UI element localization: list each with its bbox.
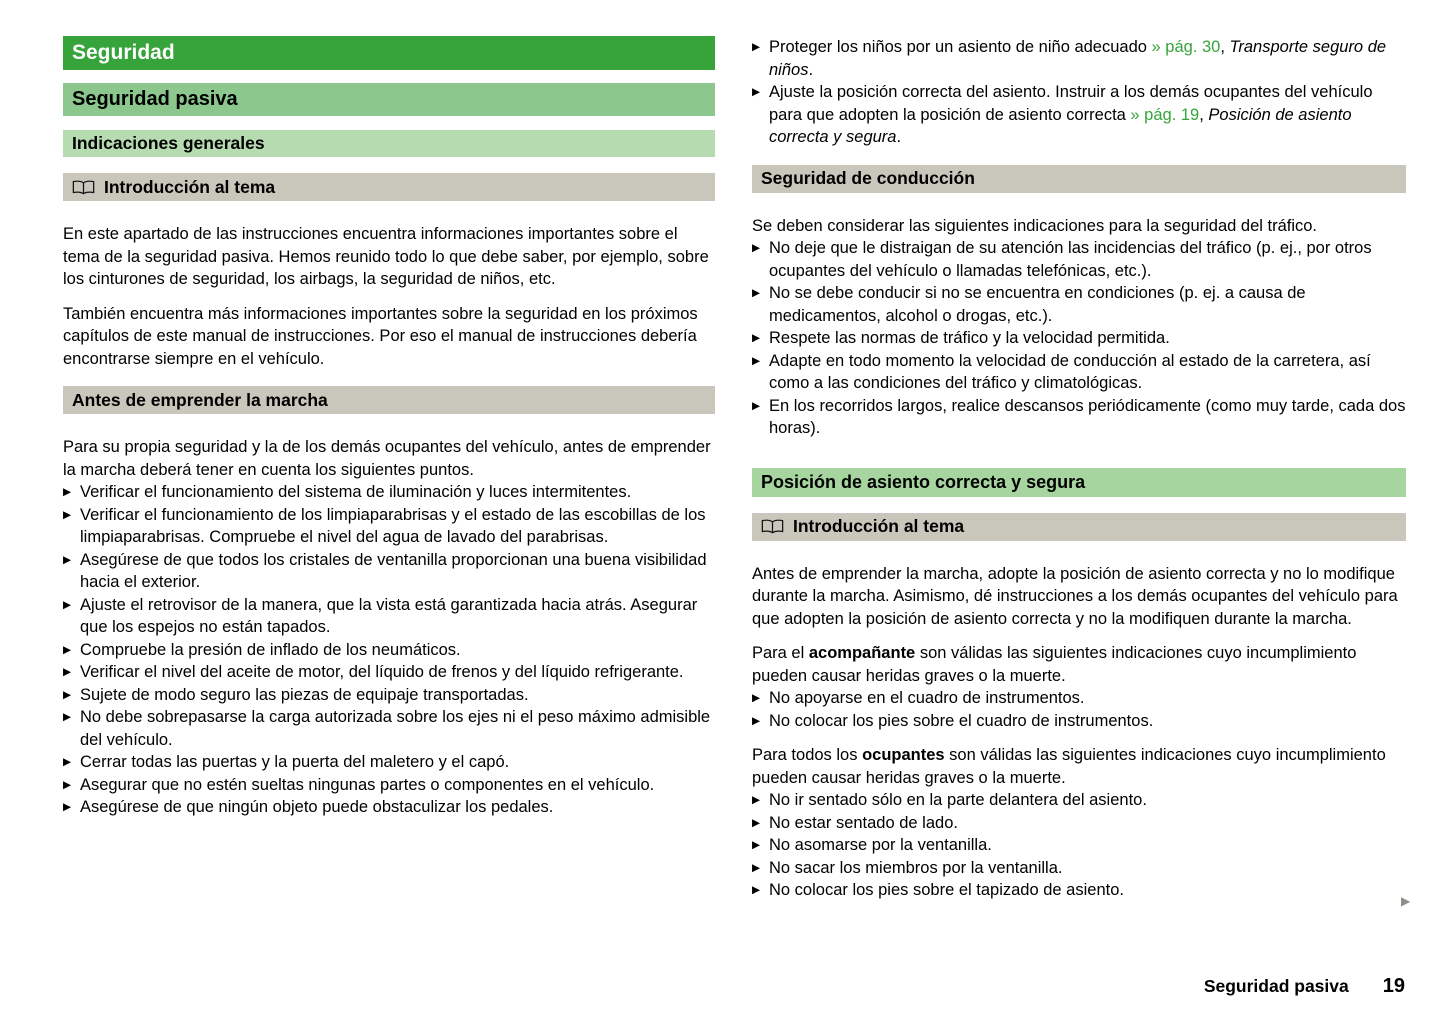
footer-section-title: Seguridad pasiva xyxy=(1203,975,1349,996)
list-item xyxy=(752,812,1406,835)
triangle-bullet-icon: ▶ xyxy=(752,794,761,806)
list-item-text: No deje que le distraigan de su atención las incidencias del tráfico (p. ej., por otros ocupantes del vehículo o llamadas telefónicas, etc.). xyxy=(769,239,1372,280)
list-item-text: Asegurar que no estén sueltas ningunas partes o componentes en el vehículo. xyxy=(80,775,655,794)
triangle-bullet-icon: ▶ xyxy=(752,242,761,254)
list-item-text: Compruebe la presión de inflado de los neumáticos. xyxy=(80,640,461,659)
paragraph: Para su propia seguridad y la de los demás ocupantes del vehículo, antes de emprender la marcha deberá tener en cuenta los siguientes puntos. xyxy=(63,438,711,479)
triangle-bullet-icon: ▶ xyxy=(63,688,72,701)
list-item-text: Verificar el nivel del aceite de motor, del líquido de frenos y del líquido refrigerante. xyxy=(80,663,684,681)
paragraph xyxy=(752,744,1406,789)
list-item xyxy=(63,796,715,819)
text-run: Ajuste la posición correcta del asiento. Instruir a los demás ocupantes del vehículo para que adopten la posición de asiento correcta xyxy=(769,83,1373,124)
list-item-text: Asegúrese de que todos los cristales de ventanilla proporcionan una buena visibilidad hacia el exterior. xyxy=(80,550,707,591)
triangle-bullet-icon: ▶ xyxy=(752,86,761,98)
list-item xyxy=(752,36,1406,81)
triangle-bullet-icon: ▶ xyxy=(63,711,72,723)
list-item xyxy=(752,857,1406,880)
bullet-list xyxy=(752,36,1406,149)
topic-heading-label: Introducción al tema xyxy=(793,516,965,537)
list-item-text: Ajuste el retrovisor de la manera, que la vista está garantizada hacia atrás. Asegurar que los espejos no están tapados. xyxy=(80,595,698,636)
list-item xyxy=(752,237,1406,282)
paragraph: También encuentra más informaciones importantes sobre la seguridad en los próximos capítulos de este manual de instrucciones. Por eso el manual de instrucciones debería encontrarse siempre en el vehículo. xyxy=(63,304,698,368)
triangle-bullet-icon: ▶ xyxy=(63,486,72,498)
bullet-list xyxy=(752,687,1406,732)
topic-heading-conduccion xyxy=(752,165,1406,193)
section-heading-label: Seguridad pasiva xyxy=(72,88,238,111)
topic-heading-label: Seguridad de conducción xyxy=(761,168,975,189)
triangle-bullet-icon: ▶ xyxy=(752,714,761,727)
list-item-text: No asomarse por la ventanilla. xyxy=(769,836,992,854)
list-item xyxy=(63,504,715,549)
list-item xyxy=(63,751,715,774)
triangle-bullet-icon: ▶ xyxy=(752,884,761,896)
list-item xyxy=(752,834,1406,857)
triangle-bullet-icon: ▶ xyxy=(63,598,72,611)
open-book-icon xyxy=(72,180,95,195)
page-footer xyxy=(1204,975,1405,998)
list-item-text: Respete las normas de tráfico y la velocidad permitida. xyxy=(769,329,1170,347)
list-item-text xyxy=(769,38,1386,79)
triangle-bullet-icon: ▶ xyxy=(752,287,761,299)
triangle-bullet-icon: ▶ xyxy=(752,399,761,412)
list-item-text: Verificar el funcionamiento del sistema de iluminación y luces intermitentes. xyxy=(80,483,632,501)
list-item-text: Adapte en todo momento la velocidad de conducción al estado de la carretera, así como a las condiciones del tráfico y climatológicas. xyxy=(769,351,1371,392)
left-column xyxy=(63,36,715,831)
list-item-text: No sacar los miembros por la ventanilla. xyxy=(769,858,1063,877)
paragraph: Antes de emprender la marcha, adopte la posición de asiento correcta y no lo modifique durante la marcha. Asimismo, dé instrucciones a los demás ocupantes del vehículo para que adopten la posición de asiento correcta y no la modifiquen durante la marcha. xyxy=(752,564,1398,628)
list-item-text: Verificar el funcionamiento de los limpiaparabrisas y el estado de las escobillas de los limpiaparabrisas. Compruebe el nivel del agua de lavado del parabrisas. xyxy=(80,505,706,546)
italic-reference: Posición de asiento correcta y segura xyxy=(769,105,1352,146)
list-item xyxy=(752,710,1406,733)
text-run: son válidas las siguientes indicaciones cuyo incumplimiento pueden causar heridas graves o la muerte. xyxy=(752,644,1357,685)
subsection-heading-label: Indicaciones generales xyxy=(72,133,265,154)
list-item-text: Sujete de modo seguro las piezas de equipaje transportadas. xyxy=(80,685,529,704)
list-item-text: No debe sobrepasarse la carga autorizada sobre los ejes ni el peso máximo admisible del vehículo. xyxy=(80,708,711,749)
list-item-text: No apoyarse en el cuadro de instrumentos. xyxy=(769,689,1085,707)
list-item xyxy=(63,594,715,639)
triangle-bullet-icon: ▶ xyxy=(752,354,761,367)
paragraph: En este apartado de las instrucciones encuentra informaciones importantes sobre el tema de la seguridad pasiva. Hemos reunido todo lo que debe saber, por ejemplo, sobre los cinturones de seguridad, los airbags, la seguridad de niños, etc. xyxy=(63,225,709,288)
triangle-bullet-icon: ▶ xyxy=(63,756,72,768)
bold-term: acompañante xyxy=(808,644,916,662)
list-item xyxy=(752,395,1406,440)
continuation-arrow-icon: ▶ xyxy=(1401,894,1411,908)
chapter-heading-label: Seguridad xyxy=(72,40,175,64)
list-item xyxy=(752,687,1406,710)
list-item xyxy=(752,350,1406,395)
subsection-heading-label: Posición de asiento correcta y segura xyxy=(761,471,1086,492)
topic-heading-introduccion xyxy=(63,173,715,201)
chapter-heading xyxy=(63,36,715,70)
bullet-list xyxy=(752,789,1406,902)
page-number: 19 xyxy=(1382,974,1405,997)
list-item xyxy=(63,549,715,594)
bullet-list xyxy=(63,481,715,819)
list-item xyxy=(63,706,715,751)
text-run: . xyxy=(896,128,902,146)
text-run: Para todos los xyxy=(752,746,863,764)
list-item-text: No se debe conducir si no se encuentra en condiciones (p. ej. a causa de medicamentos, alcohol o drogas, etc.). xyxy=(769,284,1306,325)
paragraph: Se deben considerar las siguientes indicaciones para la seguridad del tráfico. xyxy=(752,216,1318,235)
list-item-text: Asegúrese de que ningún objeto puede obstaculizar los pedales. xyxy=(80,798,554,816)
triangle-bullet-icon: ▶ xyxy=(752,41,761,53)
list-item-text: En los recorridos largos, realice descansos periódicamente (como muy tarde, cada dos horas). xyxy=(769,396,1406,437)
bold-term: ocupantes xyxy=(862,746,945,764)
triangle-bullet-icon: ▶ xyxy=(63,643,72,656)
text-run: , xyxy=(1220,38,1230,56)
text-run: . xyxy=(808,60,814,79)
triangle-bullet-icon: ▶ xyxy=(752,839,761,851)
page-link[interactable]: » pág. 19 xyxy=(1130,105,1200,124)
list-item xyxy=(63,774,715,797)
page-link[interactable]: » pág. 30 xyxy=(1151,38,1221,56)
triangle-bullet-icon: ▶ xyxy=(63,508,72,521)
italic-reference: Transporte seguro de niños xyxy=(769,38,1387,79)
section-heading xyxy=(63,83,715,116)
open-book-icon xyxy=(761,519,784,534)
triangle-bullet-icon: ▶ xyxy=(752,692,761,704)
triangle-bullet-icon: ▶ xyxy=(752,816,761,829)
topic-heading-label: Antes de emprender la marcha xyxy=(72,389,328,410)
topic-heading-antes xyxy=(63,386,715,414)
list-item xyxy=(63,481,715,504)
list-item xyxy=(63,639,715,662)
list-item-text: No ir sentado sólo en la parte delantera del asiento. xyxy=(769,791,1147,809)
list-item-text: No estar sentado de lado. xyxy=(769,813,958,832)
list-item xyxy=(752,81,1406,149)
right-column xyxy=(752,36,1406,914)
triangle-bullet-icon: ▶ xyxy=(63,553,72,566)
list-item-text xyxy=(769,83,1373,146)
topic-heading-label: Introducción al tema xyxy=(104,176,276,197)
text-run: , xyxy=(1199,105,1209,124)
paragraph xyxy=(752,642,1406,687)
triangle-bullet-icon: ▶ xyxy=(63,778,72,791)
subsection-heading xyxy=(63,130,715,157)
triangle-bullet-icon: ▶ xyxy=(752,861,761,874)
list-item-text: Cerrar todas las puertas y la puerta del maletero y el capó. xyxy=(80,753,510,771)
subsection-heading-posicion xyxy=(752,468,1406,497)
list-item xyxy=(752,327,1406,350)
list-item xyxy=(752,879,1406,902)
triangle-bullet-icon: ▶ xyxy=(63,801,72,813)
list-item-text: No colocar los pies sobre el cuadro de instrumentos. xyxy=(769,711,1154,730)
text-run: son válidas las siguientes indicaciones cuyo incumplimiento pueden causar heridas graves o la muerte. xyxy=(752,746,1386,787)
list-item xyxy=(752,789,1406,812)
list-item xyxy=(752,282,1406,327)
list-item xyxy=(63,684,715,707)
text-run: Proteger los niños por un asiento de niño adecuado xyxy=(769,38,1152,56)
triangle-bullet-icon: ▶ xyxy=(63,666,72,678)
list-item xyxy=(63,661,715,684)
list-item-text: No colocar los pies sobre el tapizado de asiento. xyxy=(769,881,1124,899)
triangle-bullet-icon: ▶ xyxy=(752,332,761,344)
text-run: Para el xyxy=(752,644,809,662)
topic-heading-introduccion xyxy=(752,513,1406,541)
bullet-list xyxy=(752,237,1406,440)
